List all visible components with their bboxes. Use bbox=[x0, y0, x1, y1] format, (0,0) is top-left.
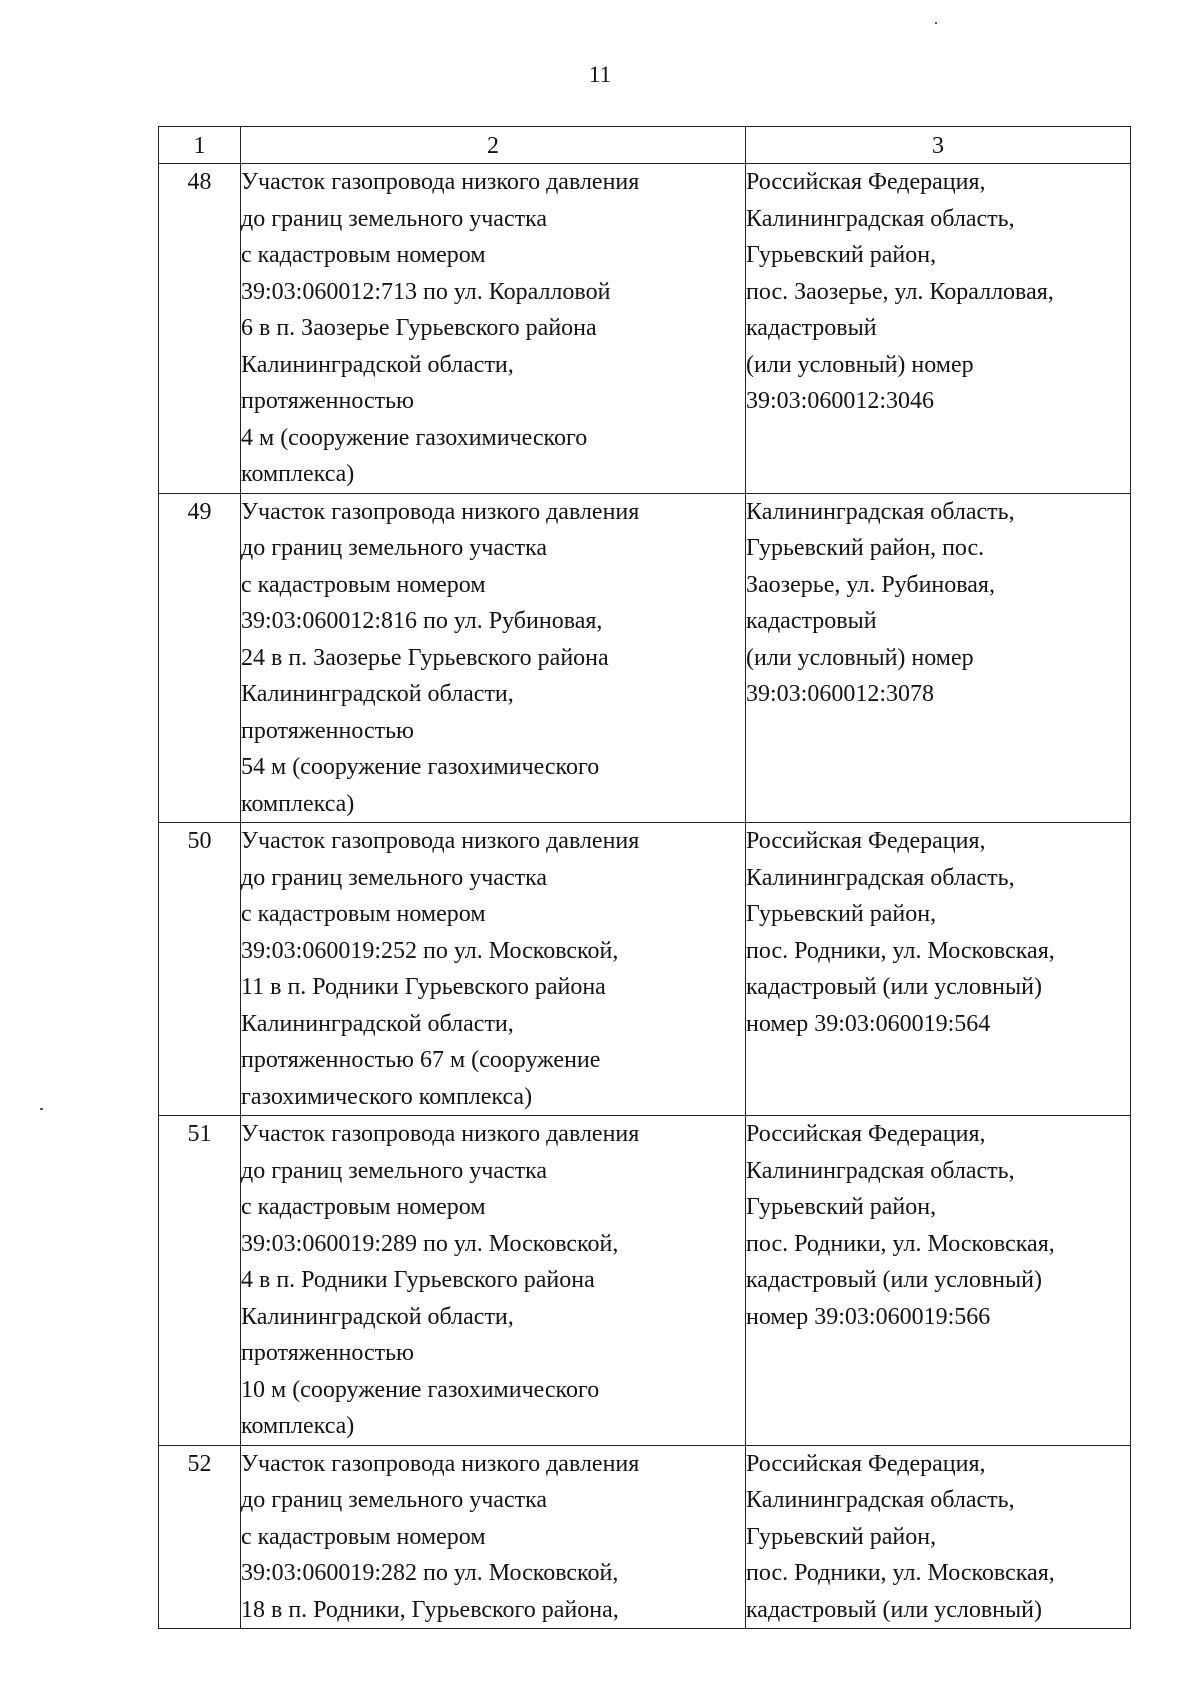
location-line: (или условный) номер bbox=[746, 644, 974, 671]
description-line: до границ земельного участка bbox=[241, 1487, 548, 1513]
description-line: 10 м (сооружение газохимического bbox=[241, 1376, 600, 1403]
location-line: Гурьевский район, bbox=[746, 1523, 937, 1550]
description-line: 18 в п. Родники, Гурьевского района, bbox=[241, 1596, 619, 1623]
description-line: газохимического комплекса) bbox=[241, 1083, 533, 1110]
location-line: кадастровый (или условный) bbox=[746, 974, 1042, 1000]
description-line: до границ земельного участка bbox=[241, 535, 548, 561]
description-line: 39:03:060019:252 по ул. Московской, bbox=[241, 937, 619, 964]
object-description bbox=[241, 493, 746, 823]
description-line: с кадастровым номером bbox=[241, 901, 486, 927]
description-line: с кадастровым номером bbox=[241, 242, 486, 268]
location-line: Калининградская область, bbox=[746, 1487, 1015, 1513]
description-line: Калининградской области, bbox=[241, 351, 514, 378]
location-line: кадастровый (или условный) bbox=[746, 1596, 1042, 1623]
object-register-table bbox=[158, 126, 1131, 1629]
description-line: комплекса) bbox=[241, 1413, 355, 1439]
location-line: кадастровый bbox=[746, 608, 877, 634]
location-line: номер 39:03:060019:566 bbox=[746, 1303, 991, 1330]
location-line: 39:03:060012:3078 bbox=[746, 681, 935, 707]
location-line: 39:03:060012:3046 bbox=[746, 388, 935, 414]
object-location bbox=[746, 493, 1131, 823]
description-line: 39:03:060012:816 по ул. Рубиновая, bbox=[241, 608, 603, 634]
description-line: до границ земельного участка bbox=[241, 205, 548, 232]
description-line: протяженностью bbox=[241, 388, 414, 414]
description-line: Участок газопровода низкого давления bbox=[241, 828, 640, 854]
table-row bbox=[159, 1445, 1131, 1629]
location-line: Калининградская область, bbox=[746, 864, 1015, 891]
description-line: 4 м (сооружение газохимического bbox=[241, 424, 588, 451]
object-description bbox=[241, 164, 746, 494]
description-line: до границ земельного участка bbox=[241, 1157, 548, 1184]
description-line: Участок газопровода низкого давления bbox=[241, 1450, 640, 1477]
location-line: Российская Федерация, bbox=[746, 1121, 986, 1147]
location-line: пос. Родники, ул. Московская, bbox=[746, 1560, 1055, 1586]
table-header bbox=[159, 127, 1131, 164]
row-number: 52 bbox=[159, 1445, 241, 1629]
description-line: Калининградской области, bbox=[241, 681, 514, 707]
description-line: 39:03:060019:289 по ул. Московской, bbox=[241, 1230, 619, 1257]
table-row bbox=[159, 164, 1131, 494]
location-line: Гурьевский район, пос. bbox=[746, 535, 985, 561]
location-line: Российская Федерация, bbox=[746, 828, 986, 854]
location-line: Калининградская область, bbox=[746, 1157, 1015, 1184]
location-line: пос. Родники, ул. Московская, bbox=[746, 1230, 1055, 1257]
scan-speck bbox=[935, 22, 937, 24]
location-line: пос. Заозерье, ул. Коралловая, bbox=[746, 278, 1054, 305]
description-line: Калининградской области, bbox=[241, 1010, 514, 1037]
description-line: 11 в п. Родники Гурьевского района bbox=[241, 974, 606, 1000]
column-header-address: 3 bbox=[746, 127, 1131, 164]
description-line: протяженностью bbox=[241, 1340, 414, 1366]
location-line: Калининградская область, bbox=[746, 205, 1015, 232]
description-line: с кадастровым номером bbox=[241, 1523, 486, 1550]
description-line: 24 в п. Заозерье Гурьевского района bbox=[241, 644, 609, 671]
description-line: до границ земельного участка bbox=[241, 864, 548, 891]
object-location bbox=[746, 1116, 1131, 1446]
object-description bbox=[241, 1445, 746, 1629]
description-line: Калининградской области, bbox=[241, 1303, 514, 1330]
description-line: 54 м (сооружение газохимического bbox=[241, 754, 600, 780]
object-description bbox=[241, 823, 746, 1116]
description-line: с кадастровым номером bbox=[241, 571, 486, 598]
column-header-number: 1 bbox=[159, 127, 241, 164]
description-line: комплекса) bbox=[241, 790, 355, 817]
location-line: Гурьевский район, bbox=[746, 242, 937, 268]
location-line: кадастровый bbox=[746, 315, 877, 341]
table-row bbox=[159, 493, 1131, 823]
location-line: Гурьевский район, bbox=[746, 901, 937, 927]
table-row bbox=[159, 823, 1131, 1116]
location-line: Российская Федерация, bbox=[746, 169, 986, 195]
header-row bbox=[159, 127, 1131, 164]
location-line: номер 39:03:060019:564 bbox=[746, 1010, 991, 1037]
table-row bbox=[159, 1116, 1131, 1446]
object-location bbox=[746, 823, 1131, 1116]
description-line: Участок газопровода низкого давления bbox=[241, 1121, 640, 1147]
row-number: 49 bbox=[159, 493, 241, 823]
description-line: 39:03:060019:282 по ул. Московской, bbox=[241, 1560, 619, 1586]
description-line: протяженностью 67 м (сооружение bbox=[241, 1047, 601, 1073]
location-line: Заозерье, ул. Рубиновая, bbox=[746, 571, 995, 598]
row-number: 50 bbox=[159, 823, 241, 1116]
location-line: пос. Родники, ул. Московская, bbox=[746, 937, 1055, 964]
description-line: 6 в п. Заозерье Гурьевского района bbox=[241, 315, 597, 341]
description-line: 39:03:060012:713 по ул. Коралловой bbox=[241, 278, 611, 305]
object-location bbox=[746, 1445, 1131, 1629]
column-header-description: 2 bbox=[241, 127, 746, 164]
row-number: 48 bbox=[159, 164, 241, 494]
object-location bbox=[746, 164, 1131, 494]
location-line: Гурьевский район, bbox=[746, 1194, 937, 1220]
description-line: комплекса) bbox=[241, 461, 355, 487]
description-line: Участок газопровода низкого давления bbox=[241, 498, 640, 525]
description-line: протяженностью bbox=[241, 717, 414, 744]
object-description bbox=[241, 1116, 746, 1446]
scan-speck bbox=[40, 1108, 43, 1110]
description-line: 4 в п. Родники Гурьевского района bbox=[241, 1267, 595, 1293]
row-number: 51 bbox=[159, 1116, 241, 1446]
table-body bbox=[159, 164, 1131, 1629]
description-line: с кадастровым номером bbox=[241, 1194, 486, 1220]
description-line: Участок газопровода низкого давления bbox=[241, 169, 640, 195]
location-line: Калининградская область, bbox=[746, 498, 1015, 525]
location-line: кадастровый (или условный) bbox=[746, 1267, 1042, 1293]
location-line: Российская Федерация, bbox=[746, 1450, 986, 1477]
page-number: 11 bbox=[588, 62, 612, 87]
location-line: (или условный) номер bbox=[746, 351, 974, 378]
